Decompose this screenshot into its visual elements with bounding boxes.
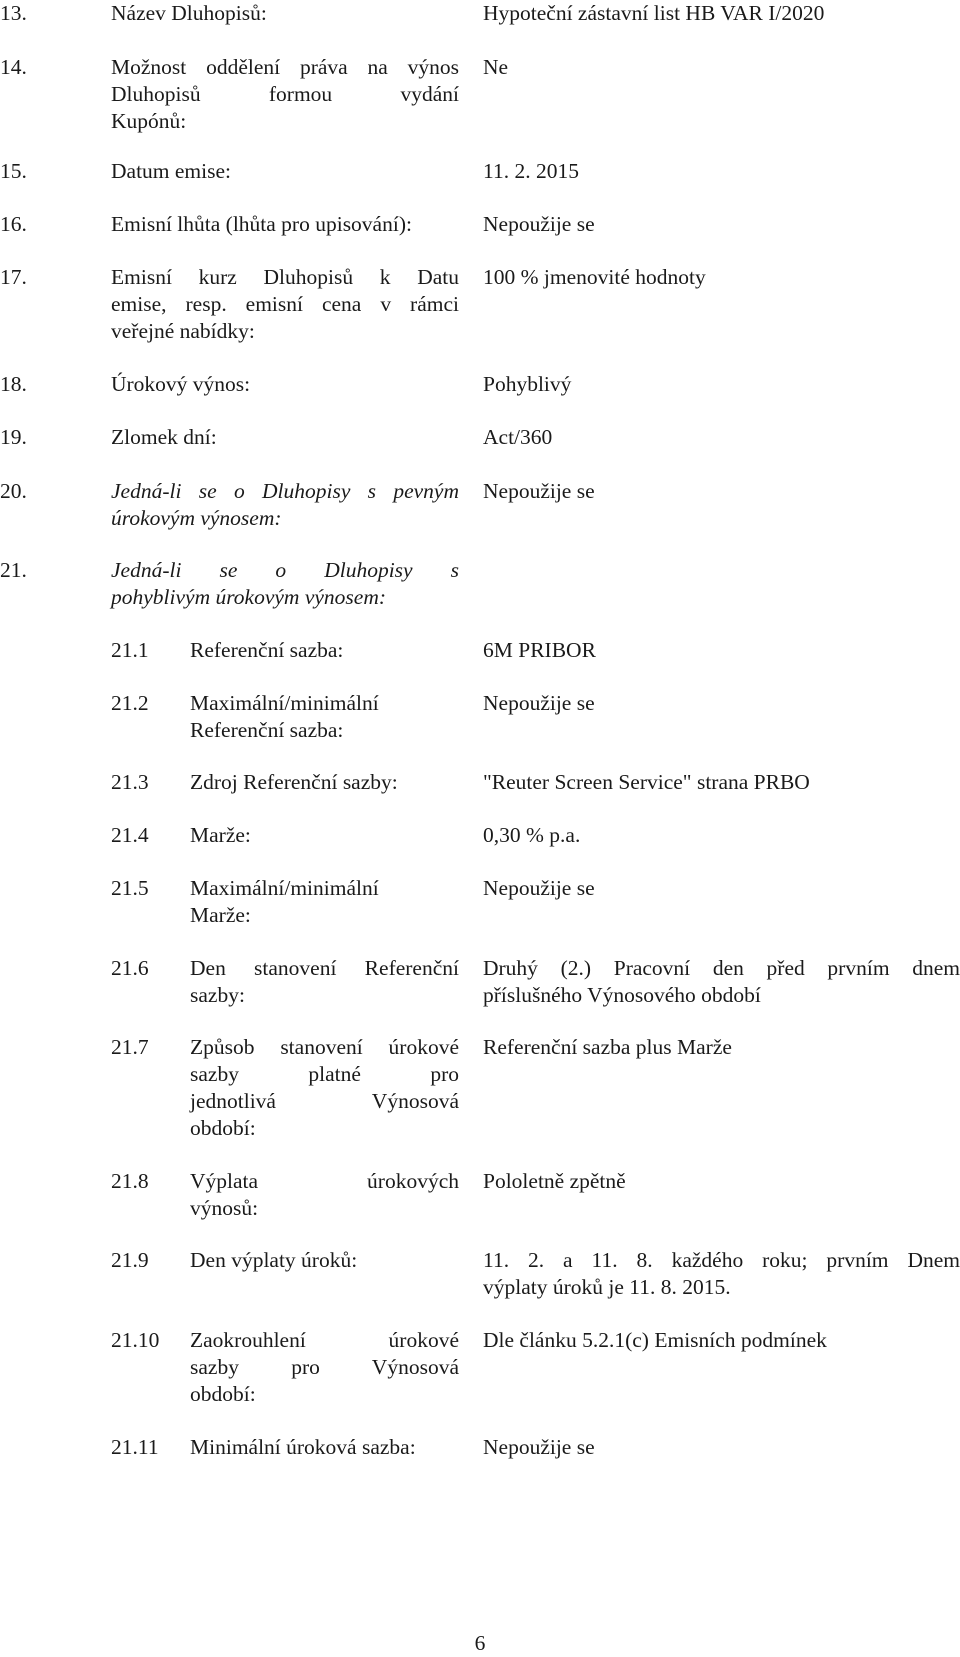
label-line: Emisní lhůta (lhůta pro upisování):	[111, 212, 412, 236]
item-value: Ne	[483, 55, 509, 79]
label-line: Zlomek dní:	[111, 425, 217, 449]
subitem-number: 21.8	[111, 1169, 149, 1193]
label-line: Výplata úrokových	[190, 1169, 459, 1193]
item-number: 13.	[0, 1, 27, 25]
page-number: 6	[474, 1631, 486, 1655]
subitem-value	[483, 1434, 960, 1461]
item-label	[111, 211, 459, 238]
label-line: Možnost oddělení práva na výnos	[111, 55, 459, 79]
subitem-value	[483, 822, 960, 849]
subitem-value	[483, 1327, 960, 1354]
label-line: Dluhopisů formou vydání	[111, 82, 459, 106]
subitem-value	[483, 1247, 960, 1301]
label-line: Úrokový výnos:	[111, 372, 251, 396]
subitem-number: 21.1	[111, 638, 149, 662]
item-value: Nepoužije se	[483, 479, 595, 503]
item-number: 15.	[0, 159, 27, 183]
subitem-label	[190, 1034, 459, 1142]
subitem-number: 21.10	[111, 1328, 160, 1352]
value-line: "Reuter Screen Service" strana PRBO	[483, 770, 810, 794]
value-line: 0,30 % p.a.	[483, 823, 581, 847]
label-line: Den stanovení Referenční	[190, 956, 459, 980]
label-line: Zaokrouhlení úrokové	[190, 1328, 459, 1352]
item-value: Nepoužije se	[483, 212, 595, 236]
subitem-label	[190, 1434, 459, 1461]
item-number: 14.	[0, 55, 27, 79]
label-line: veřejné nabídky:	[111, 319, 255, 343]
label-line: Maximální/minimální	[190, 691, 379, 715]
label-line: období:	[190, 1116, 256, 1140]
item-label	[111, 478, 459, 532]
item-value: Act/360	[483, 425, 553, 449]
item-label	[111, 158, 459, 185]
item-number: 21.	[0, 558, 27, 582]
item-label	[111, 54, 459, 135]
value-line: Pololetně zpětně	[483, 1169, 626, 1193]
label-line: sazby pro Výnosová	[190, 1355, 459, 1379]
subitem-number: 21.2	[111, 691, 149, 715]
subitem-value	[483, 1034, 960, 1061]
value-line: 11. 2. a 11. 8. každého roku; prvním Dnem	[483, 1248, 960, 1272]
subitem-value	[483, 1168, 960, 1195]
label-line: Způsob stanovení úrokové	[190, 1035, 459, 1059]
subitem-number: 21.7	[111, 1035, 149, 1059]
label-line: Zdroj Referenční sazby:	[190, 770, 398, 794]
subitem-value	[483, 769, 960, 796]
label-line: jednotlivá Výnosová	[190, 1089, 459, 1113]
value-line: příslušného Výnosového období	[483, 983, 761, 1007]
subitem-value	[483, 637, 960, 664]
item-number: 20.	[0, 479, 27, 503]
subitem-value	[483, 875, 960, 902]
label-line: Referenční sazba:	[190, 638, 344, 662]
value-line: Druhý (2.) Pracovní den před prvním dnem	[483, 956, 960, 980]
item-label	[111, 371, 459, 398]
label-line: emise, resp. emisní cena v rámci	[111, 292, 459, 316]
subitem-label	[190, 769, 459, 796]
label-line: období:	[190, 1382, 256, 1406]
value-line: Dle článku 5.2.1(c) Emisních podmínek	[483, 1328, 827, 1352]
item-number: 18.	[0, 372, 27, 396]
label-line: Kupónů:	[111, 109, 187, 133]
label-line: sazby:	[190, 983, 245, 1007]
subitem-number: 21.6	[111, 956, 149, 980]
item-label	[111, 0, 459, 27]
item-number: 17.	[0, 265, 27, 289]
label-line: Jedná-li se o Dluhopisy s	[111, 558, 459, 582]
subitem-value	[483, 690, 960, 717]
label-line: Marže:	[190, 903, 251, 927]
label-line: Den výplaty úroků:	[190, 1248, 358, 1272]
label-line: Jedná-li se o Dluhopisy s pevným	[111, 479, 459, 503]
value-line: Referenční sazba plus Marže	[483, 1035, 732, 1059]
item-number: 19.	[0, 425, 27, 449]
value-line: 6M PRIBOR	[483, 638, 596, 662]
subitem-label	[190, 637, 459, 664]
item-value: Pohyblivý	[483, 372, 572, 396]
label-line: sazby platné pro	[190, 1062, 459, 1086]
subitem-number: 21.5	[111, 876, 149, 900]
subitem-label	[190, 875, 459, 929]
subitem-number: 21.11	[111, 1435, 159, 1459]
subitem-label	[190, 822, 459, 849]
value-line: Nepoužije se	[483, 691, 595, 715]
item-value: 11. 2. 2015	[483, 159, 579, 183]
item-number: 16.	[0, 212, 27, 236]
subitem-number: 21.4	[111, 823, 149, 847]
label-line: výnosů:	[190, 1196, 259, 1220]
label-line: Minimální úroková sazba:	[190, 1435, 416, 1459]
label-line: Datum emise:	[111, 159, 232, 183]
subitem-label	[190, 1168, 459, 1222]
subitem-value	[483, 955, 960, 1009]
value-line: Nepoužije se	[483, 1435, 595, 1459]
label-line: Emisní kurz Dluhopisů k Datu	[111, 265, 459, 289]
item-value: 100 % jmenovité hodnoty	[483, 265, 706, 289]
value-line: výplaty úroků je 11. 8. 2015.	[483, 1275, 731, 1299]
label-line: Referenční sazba:	[190, 718, 344, 742]
item-value: Hypoteční zástavní list HB VAR I/2020	[483, 1, 825, 25]
subitem-label	[190, 1327, 459, 1408]
label-line: úrokovým výnosem:	[111, 506, 282, 530]
subitem-number: 21.3	[111, 770, 149, 794]
label-line: Marže:	[190, 823, 251, 847]
subitem-label	[190, 955, 459, 1009]
value-line: Nepoužije se	[483, 876, 595, 900]
label-line: pohyblivým úrokovým výnosem:	[111, 585, 387, 609]
item-label	[111, 557, 459, 611]
item-label	[111, 264, 459, 345]
subitem-label	[190, 1247, 459, 1274]
subitem-number: 21.9	[111, 1248, 149, 1272]
label-line: Název Dluhopisů:	[111, 1, 267, 25]
label-line: Maximální/minimální	[190, 876, 379, 900]
item-label	[111, 424, 459, 451]
subitem-label	[190, 690, 459, 744]
